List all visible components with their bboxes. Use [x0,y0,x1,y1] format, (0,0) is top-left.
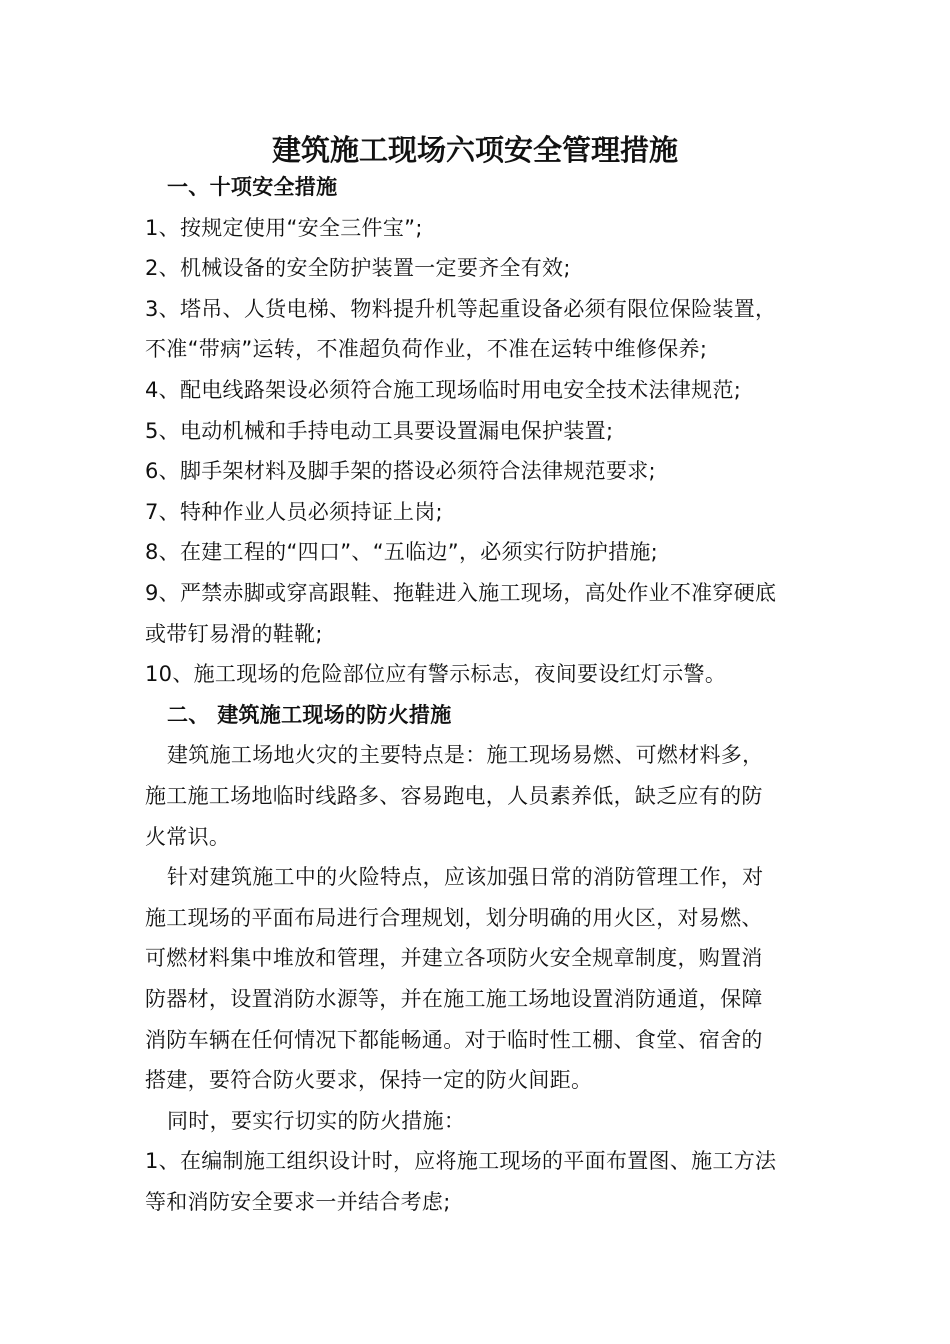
text-line: 建筑施工场地火灾的主要特点是：施工现场易燃、可燃材料多， [167,743,764,768]
text-line: 5、电动机械和手持电动工具要设置漏电保护装置; [145,418,614,443]
text-line: 8、在建工程的“四口”、“五临边”，必须实行防护措施; [145,540,659,565]
text-line: 9、严禁赤脚或穿高跟鞋、拖鞋进入施工现场，高处作业不准穿硬底 [145,581,777,605]
text-line: 防器材，设置消防水源等，并在施工施工场地设置消防通道，保障 [145,987,763,1011]
text-line: 不准“带病”运转，不准超负荷作业，不准在运转中维修保养; [145,337,708,362]
section-heading: 二、 建筑施工现场的防火措施 [167,702,452,727]
text-line: 2、机械设备的安全防护装置一定要齐全有效; [145,256,571,281]
section-heading: 一、十项安全措施 [167,175,338,199]
text-line: 3、塔吊、人货电梯、物料提升机等起重设备必须有限位保险装置， [145,296,777,321]
text-line: 1、按规定使用“安全三件宝”; [145,215,423,240]
text-line: 6、脚手架材料及脚手架的搭设必须符合法律规范要求; [145,459,656,484]
text-line: 针对建筑施工中的火险特点，应该加强日常的消防管理工作，对 [167,865,764,890]
text-line: 同时，要实行切实的防火措施： [167,1108,466,1133]
text-line: 或带钉易滑的鞋靴; [145,621,323,646]
text-line: 施工施工场地临时线路多、容易跑电，人员素养低，缺乏应有的防 [145,784,763,808]
text-line: 7、特种作业人员必须持证上岗; [145,499,443,524]
text-line: 火常识。 [145,824,231,849]
text-line: 施工现场的平面布局进行合理规划，划分明确的用火区，对易燃、 [145,905,763,930]
text-line: 10、施工现场的危险部位应有警示标志，夜间要设红灯示警。 [145,662,727,687]
text-line: 等和消防安全要求一并结合考虑; [145,1190,451,1214]
text-line: 搭建，要符合防火要求，保持一定的防火间距。 [145,1068,593,1093]
text-line: 1、在编制施工组织设计时，应将施工现场的平面布置图、施工方法 [145,1149,777,1174]
text-line: 消防车辆在任何情况下都能畅通。对于临时性工棚、食堂、宿舍的 [145,1027,763,1052]
text-line: 可燃材料集中堆放和管理，并建立各项防火安全规章制度，购置消 [145,946,763,971]
text-line: 4、配电线路架设必须符合施工现场临时用电安全技术法律规范; [145,378,742,402]
document-title: 建筑施工现场六项安全管理措施 [271,133,678,167]
